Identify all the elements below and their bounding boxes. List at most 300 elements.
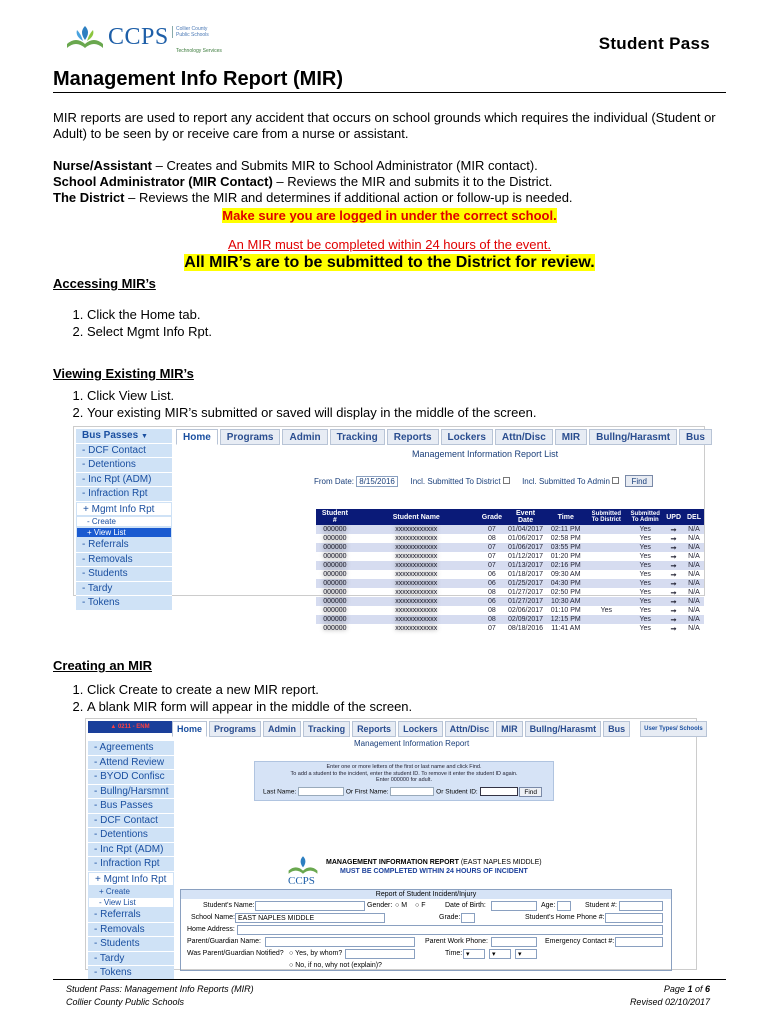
from-date-label: From Date: — [314, 477, 355, 486]
school-selector[interactable] — [88, 721, 172, 733]
update-arrow-icon[interactable]: ➞ — [663, 579, 684, 588]
first-name-input[interactable] — [390, 787, 434, 796]
or-label: Or — [436, 788, 444, 796]
gender-m-radio[interactable]: ○ M — [395, 902, 408, 909]
sidebar-item-create[interactable]: + Create — [88, 886, 174, 897]
user-types-button[interactable]: User Types/ Schools — [640, 721, 707, 737]
step-item: 2. A blank MIR form will appear in the middle of the screen. — [87, 698, 723, 715]
last-name-input[interactable] — [298, 787, 344, 796]
chevron-down-icon: ▼ — [140, 433, 148, 440]
delete-cell: N/A — [688, 571, 700, 578]
update-arrow-icon[interactable]: ➞ — [663, 597, 684, 606]
delete-cell: N/A — [684, 597, 704, 606]
submitted-district-cell — [585, 534, 627, 543]
time-cell: 12:15 PM — [546, 615, 585, 624]
mir-list-table — [316, 509, 704, 633]
student-number-cell: 000000 — [323, 589, 347, 596]
delete-cell: N/A — [684, 543, 704, 552]
ccps-form-logo-icon — [286, 853, 320, 877]
sidebar-menu-2 — [88, 741, 174, 981]
sidebar-menu — [76, 429, 172, 611]
event-date-cell: 01/06/2017 — [508, 535, 544, 542]
delete-cell: N/A — [688, 607, 700, 614]
tab-tracking[interactable]: Tracking — [303, 721, 350, 737]
incident-form — [180, 889, 672, 971]
page-total: 6 — [704, 984, 710, 994]
student-number-cell: 000000 — [316, 543, 354, 552]
home-address-label: Home Address: — [187, 926, 235, 933]
district-notice-text: All MIR’s are to be submitted to the District for review. — [184, 254, 595, 271]
intro-paragraph: MIR reports are used to report any accident that occurs on school grounds which requires the individual (Student or Adult) to be seen by or receive care from a nurse or assistant. — [53, 110, 716, 141]
form-warning: MUST BE COMPLETED WITHIN 24 HOURS OF INCIDENT — [340, 868, 528, 875]
student-number-label: Student #: — [585, 902, 617, 909]
grade-cell: 06 — [488, 571, 496, 578]
submitted-admin-cell: Yes — [627, 615, 663, 624]
logo-text: CCPS — [108, 24, 169, 50]
step-item: 1. Click View List. — [87, 387, 723, 404]
sidebar-item-tardy[interactable]: - Tardy — [88, 952, 174, 967]
page-title: Management Info Report (MIR) — [53, 68, 343, 90]
update-arrow-icon[interactable]: ➞ — [670, 571, 677, 579]
student-number-cell: 000000 — [316, 597, 354, 606]
tab-admin[interactable]: Admin — [263, 721, 301, 737]
page-prefix: Page — [663, 984, 688, 994]
tab-lockers[interactable]: Lockers — [441, 429, 493, 445]
tab-home[interactable]: Home — [176, 429, 218, 445]
time-cell: 02:50 PM — [550, 589, 581, 596]
role-district — [53, 190, 723, 206]
update-arrow-icon[interactable]: ➞ — [663, 525, 684, 534]
grade-cell: 06 — [479, 597, 505, 606]
district-notice — [53, 254, 726, 272]
submitted-admin-cell: Yes — [627, 525, 663, 534]
time-cell: 09:30 AM — [550, 571, 581, 578]
main-tabs — [176, 429, 712, 445]
submitted-district-cell: Yes — [600, 607, 613, 614]
age-input[interactable] — [557, 901, 571, 911]
tab-bus[interactable]: Bus — [603, 721, 630, 737]
sidebar-item-detentions[interactable]: - Detentions — [76, 458, 172, 473]
gender-f-radio[interactable]: ○ F — [415, 902, 426, 909]
incl-district-label: Incl. Submitted To District — [410, 477, 501, 486]
mir-list-body — [316, 525, 704, 633]
tab-lockers[interactable]: Lockers — [398, 721, 443, 737]
sidebar-item-create[interactable]: - Create — [76, 516, 172, 527]
page-of: of — [692, 984, 705, 994]
col-header: Student # — [316, 509, 354, 525]
time-cell: 01:20 PM — [550, 553, 581, 560]
student-name-cell: xxxxxxxxxxxx — [354, 597, 479, 606]
tab-programs[interactable]: Programs — [220, 429, 281, 445]
sidebar-item-mgmt-info[interactable]: + Mgmt Info Rpt — [76, 502, 172, 517]
grade-cell: 07 — [488, 625, 496, 632]
student-name-cell: xxxxxxxxxxxx — [395, 625, 438, 632]
tab-home[interactable]: Home — [172, 721, 207, 737]
sidebar-label: Bus Passes — [82, 430, 139, 441]
table-row[interactable] — [316, 570, 704, 579]
submitted-district-cell — [585, 588, 627, 597]
sidebar-item-referrals[interactable]: - Referrals — [88, 908, 174, 923]
time-cell: 02:16 PM — [546, 561, 585, 570]
instr-line: Enter one or more letters of the first or last name and click Find. — [326, 764, 482, 770]
grade-cell: 07 — [479, 543, 505, 552]
form-heading — [326, 859, 542, 866]
gender-label: Gender: — [367, 902, 393, 909]
sidebar-item-tardy[interactable]: - Tardy — [76, 582, 172, 597]
dob-input[interactable] — [491, 901, 537, 911]
form-school: (EAST NAPLES MIDDLE) — [460, 859, 542, 866]
update-arrow-icon[interactable]: ➞ — [663, 615, 684, 624]
delete-cell: N/A — [688, 625, 700, 632]
student-name-cell: xxxxxxxxxxxx — [354, 525, 479, 534]
footer-left — [66, 983, 254, 1009]
event-date-cell: 08/18/2016 — [508, 625, 544, 632]
submitted-admin-cell: Yes — [627, 597, 663, 606]
role-desc: – Creates and Submits MIR to School Administrator (MIR contact). — [151, 158, 538, 173]
student-number-cell: 000000 — [316, 579, 354, 588]
col-header: Submitted To District — [585, 509, 627, 525]
table-row[interactable] — [316, 588, 704, 597]
sidebar-item-students[interactable]: - Students — [76, 567, 172, 582]
time-cell: 10:30 AM — [546, 597, 585, 606]
submitted-district-cell — [585, 561, 627, 570]
sidebar-item-infraction[interactable]: - Infraction Rpt — [76, 487, 172, 502]
notified-by-input[interactable] — [345, 949, 415, 959]
event-date-cell: 01/27/2017 — [505, 597, 546, 606]
form-page-title: Management Information Report — [354, 739, 470, 748]
from-date-input[interactable]: 8/15/2016 — [356, 476, 398, 487]
tab-tracking[interactable]: Tracking — [330, 429, 385, 445]
incl-admin-checkbox[interactable] — [612, 477, 619, 484]
delete-cell: N/A — [688, 553, 700, 560]
update-arrow-icon[interactable]: ➞ — [670, 625, 677, 633]
submitted-district-cell — [585, 525, 627, 534]
submitted-admin-cell: Yes — [627, 561, 663, 570]
logo-sub-line-2: Public Schools — [176, 32, 209, 38]
submitted-admin-cell: Yes — [639, 553, 651, 560]
delete-cell: N/A — [688, 535, 700, 542]
sidebar-item-referrals[interactable]: - Referrals — [76, 538, 172, 553]
sidebar-item-inc-rpt[interactable]: - Inc Rpt (ADM) — [88, 843, 174, 858]
table-row[interactable] — [316, 606, 704, 615]
submitted-district-cell — [585, 543, 627, 552]
logo-subtitle — [172, 26, 209, 38]
sidebar-item-view-list[interactable]: + View List — [76, 527, 172, 538]
grade-cell: 07 — [488, 553, 496, 560]
grade-label: Grade: — [439, 914, 461, 921]
submitted-district-cell — [585, 624, 627, 633]
role-admin — [53, 174, 723, 190]
school-name-label: School Name: — [191, 914, 235, 921]
dob-label: Date of Birth: — [445, 902, 486, 909]
sidebar-item-attend-review[interactable]: - Attend Review — [88, 756, 174, 771]
sidebar-item-detentions[interactable]: - Detentions — [88, 828, 174, 843]
delete-cell: N/A — [688, 589, 700, 596]
find-button[interactable]: Find — [625, 475, 653, 487]
table-row[interactable] — [316, 624, 704, 633]
tab-admin[interactable]: Admin — [282, 429, 327, 445]
tab-attn-disc[interactable]: Attn/Disc — [445, 721, 495, 737]
book-logo-icon — [64, 22, 106, 52]
find-button[interactable]: Find — [519, 787, 542, 797]
submitted-admin-cell: Yes — [639, 535, 651, 542]
role-nurse — [53, 158, 723, 174]
home-address-input[interactable] — [237, 925, 663, 935]
sidebar-item-students[interactable]: - Students — [88, 937, 174, 952]
sidebar-item-bullying[interactable]: - Bullng/Harsmnt — [88, 785, 174, 800]
event-date-cell: 02/09/2017 — [505, 615, 546, 624]
emergency-contact-input[interactable] — [615, 937, 663, 947]
table-row[interactable] — [316, 597, 704, 606]
student-id-label: Student ID: — [445, 788, 478, 796]
submitted-admin-cell: Yes — [627, 543, 663, 552]
emergency-contact-label: Emergency Contact #: — [545, 938, 615, 945]
revised-date: Revised 02/10/2017 — [629, 997, 710, 1007]
submitted-district-cell — [585, 552, 627, 561]
student-number-cell: 000000 — [316, 525, 354, 534]
student-name-cell: xxxxxxxxxxxx — [395, 589, 438, 596]
delete-cell: N/A — [684, 525, 704, 534]
last-name-label: Last Name: — [263, 788, 297, 796]
submitted-admin-cell: Yes — [639, 625, 651, 632]
tab-attn-disc[interactable]: Attn/Disc — [495, 429, 553, 445]
sidebar-item-agreements[interactable]: - Agreements — [88, 741, 174, 756]
viewing-steps — [53, 387, 723, 421]
title-divider — [53, 92, 726, 93]
creating-heading: Creating an MIR — [53, 658, 152, 673]
col-header: DEL — [684, 509, 704, 525]
grade-cell: 07 — [479, 525, 505, 534]
student-number-cell: 000000 — [323, 571, 347, 578]
sidebar-item-view-list[interactable]: - View List — [88, 897, 174, 908]
student-name-cell: xxxxxxxxxxxx — [395, 553, 438, 560]
student-number-input[interactable] — [619, 901, 663, 911]
sidebar-item-dcf[interactable]: - DCF Contact — [88, 814, 174, 829]
view-list-screenshot — [73, 426, 705, 633]
grade-cell: 06 — [479, 579, 505, 588]
event-date-cell: 01/12/2017 — [508, 553, 544, 560]
sidebar-item-dcf[interactable]: - DCF Contact — [76, 444, 172, 459]
sidebar-item-mgmt-info[interactable]: + Mgmt Info Rpt — [88, 872, 174, 887]
table-row[interactable] — [316, 579, 704, 588]
update-arrow-icon[interactable]: ➞ — [663, 561, 684, 570]
update-arrow-icon[interactable]: ➞ — [670, 535, 677, 543]
role-term: School Administrator (MIR Contact) — [53, 174, 273, 189]
gender-m-label: M — [401, 902, 408, 909]
incl-admin-label: Incl. Submitted To Admin — [522, 477, 610, 486]
time-cell: 02:58 PM — [550, 535, 581, 542]
create-mir-screenshot — [85, 718, 703, 978]
student-number-cell: 000000 — [316, 561, 354, 570]
tab-bullying[interactable]: Bullng/Harasmt — [525, 721, 602, 737]
tab-mir[interactable]: MIR — [496, 721, 523, 737]
step-item: 1. Click the Home tab. — [87, 306, 723, 323]
filter-bar — [314, 475, 653, 487]
delete-cell: N/A — [684, 615, 704, 624]
sidebar-item-infraction[interactable]: - Infraction Rpt — [88, 857, 174, 872]
time-label: Time: — [445, 950, 463, 957]
table-row[interactable] — [316, 552, 704, 561]
no-why-radio[interactable]: ○ No, if no, why not (explain)? — [289, 962, 382, 969]
footer-org: Collier County Public Schools — [66, 997, 185, 1007]
role-desc: – Reviews the MIR and determines if additional action or follow-up is needed. — [124, 190, 573, 205]
notified-label: Was Parent/Guardian Notified? — [187, 950, 284, 957]
form-section-title: Report of Student Incident/Injury — [181, 890, 671, 899]
time-minute-select[interactable]: ▾ — [489, 949, 511, 959]
logo-sub-line-1: Collier County — [176, 26, 208, 32]
or-label: Or — [345, 788, 354, 796]
sidebar-item-removals[interactable]: - Removals — [88, 923, 174, 938]
student-search-panel — [254, 761, 554, 801]
student-name-cell: xxxxxxxxxxxx — [395, 571, 438, 578]
col-header: UPD — [663, 509, 684, 525]
grade-cell: 08 — [488, 535, 496, 542]
delete-cell: N/A — [684, 561, 704, 570]
col-header: Submitted To Admin — [627, 509, 663, 525]
tab-reports[interactable]: Reports — [352, 721, 396, 737]
event-date-cell: 01/13/2017 — [505, 561, 546, 570]
role-desc: – Reviews the MIR and submits it to the District. — [272, 174, 553, 189]
viewing-heading: Viewing Existing MIR’s — [53, 366, 194, 381]
parent-name-label: Parent/Guardian Name: — [187, 938, 261, 945]
step-item: 2. Your existing MIR’s submitted or saved will display in the middle of the screen. — [87, 404, 723, 421]
student-number-cell: 000000 — [323, 625, 347, 632]
col-header: Student Name — [354, 509, 479, 525]
student-number-cell: 000000 — [323, 607, 347, 614]
grade-cell: 08 — [488, 607, 496, 614]
login-notice — [53, 208, 726, 224]
student-name-cell: xxxxxxxxxxxx — [354, 615, 479, 624]
table-row[interactable] — [316, 615, 704, 624]
step-item: 2. Select Mgmt Info Rpt. — [87, 323, 723, 340]
form-logo-text: CCPS — [288, 875, 315, 887]
incl-district-checkbox[interactable] — [503, 477, 510, 484]
student-name-cell: xxxxxxxxxxxx — [354, 561, 479, 570]
student-id-input[interactable] — [480, 787, 518, 796]
header-title: Student Pass — [598, 34, 710, 53]
table-row[interactable] — [316, 534, 704, 543]
student-name-cell: xxxxxxxxxxxx — [354, 543, 479, 552]
page-number — [630, 983, 710, 996]
submitted-admin-cell: Yes — [627, 579, 663, 588]
main-tabs-2 — [172, 721, 707, 737]
tab-mir[interactable]: MIR — [555, 429, 587, 445]
list-title: Management Information Report List — [412, 449, 559, 459]
submitted-district-cell — [585, 597, 627, 606]
login-notice-text: Make sure you are logged in under the correct school. — [222, 208, 557, 223]
student-name-label: Student's Name: — [203, 902, 255, 909]
sidebar-item-tokens[interactable]: - Tokens — [76, 596, 172, 611]
update-arrow-icon[interactable]: ➞ — [670, 607, 677, 615]
role-term: Nurse/Assistant — [53, 158, 152, 173]
event-date-cell: 01/18/2017 — [508, 571, 544, 578]
footer-right — [630, 983, 710, 1009]
submitted-district-cell — [585, 615, 627, 624]
col-header: Grade — [479, 509, 505, 525]
footer-divider — [53, 979, 726, 980]
accessing-heading: Accessing MIR’s — [53, 276, 156, 291]
sidebar-item-inc-rpt[interactable]: - Inc Rpt (ADM) — [76, 473, 172, 488]
update-arrow-icon[interactable]: ➞ — [663, 543, 684, 552]
student-name-cell: xxxxxxxxxxxx — [395, 607, 438, 614]
time-cell: 11:41 AM — [551, 625, 581, 632]
submitted-district-cell — [585, 579, 627, 588]
student-number-cell: 000000 — [316, 615, 354, 624]
table-row[interactable] — [316, 543, 704, 552]
creating-steps — [53, 681, 723, 715]
submitted-admin-cell: Yes — [639, 589, 651, 596]
event-date-cell: 02/06/2017 — [508, 607, 544, 614]
first-name-label: First Name: — [354, 788, 389, 796]
search-instructions — [255, 762, 553, 784]
sidebar-item-removals[interactable]: - Removals — [76, 553, 172, 568]
update-arrow-icon[interactable]: ➞ — [670, 589, 677, 597]
table-row[interactable] — [316, 561, 704, 570]
grade-cell: 07 — [479, 561, 505, 570]
student-name-cell: xxxxxxxxxxxx — [354, 579, 479, 588]
grade-cell: 08 — [488, 589, 496, 596]
time-cell: 04:30 PM — [546, 579, 585, 588]
tab-bullying[interactable]: Bullng/Harasmt — [589, 429, 677, 445]
table-row[interactable] — [316, 525, 704, 534]
step-item: 1. Click Create to create a new MIR report. — [87, 681, 723, 698]
home-phone-label: Student's Home Phone #: — [525, 914, 605, 921]
student-number-cell: 000000 — [323, 535, 347, 542]
age-label: Age: — [541, 902, 556, 909]
col-header: Event Date — [505, 509, 546, 525]
grade-input[interactable] — [461, 913, 475, 923]
page-current: 1 — [687, 984, 693, 994]
roles-list — [53, 158, 723, 206]
student-name-cell: xxxxxxxxxxxx — [395, 535, 438, 542]
deadline-notice: An MIR must be completed within 24 hours of the event. — [227, 237, 551, 252]
caret-up-icon: ▲ — [110, 724, 118, 730]
delete-cell: N/A — [684, 579, 704, 588]
sidebar-item-bus-passes[interactable] — [76, 429, 172, 444]
event-date-cell: 01/25/2017 — [505, 579, 546, 588]
sidebar-item-tokens[interactable]: - Tokens — [88, 966, 174, 981]
student-name-input[interactable] — [255, 901, 365, 911]
gender-f-label: F — [421, 902, 426, 909]
tab-reports[interactable]: Reports — [387, 429, 439, 445]
time-cell: 03:55 PM — [546, 543, 585, 552]
yes-whom-radio[interactable]: ○ Yes, by whom? — [289, 950, 343, 957]
form-title: MANAGEMENT INFORMATION REPORT — [326, 859, 459, 866]
yes-whom-label: Yes, by whom? — [295, 950, 343, 957]
time-cell: 01:10 PM — [550, 607, 581, 614]
footer-doc-title: Student Pass: Management Info Reports (MIR) — [66, 984, 254, 994]
work-phone-input[interactable] — [491, 937, 537, 947]
submitted-admin-cell: Yes — [639, 607, 651, 614]
time-cell: 02:11 PM — [546, 525, 585, 534]
work-phone-label: Parent Work Phone: — [425, 938, 488, 945]
role-term: The District — [53, 190, 125, 205]
time-ampm-select[interactable]: ▾ — [515, 949, 537, 959]
sidebar-item-byod[interactable]: - BYOD Confisc — [88, 770, 174, 785]
home-phone-input[interactable] — [605, 913, 663, 923]
tab-bus[interactable]: Bus — [679, 429, 712, 445]
sidebar-item-bus-passes[interactable]: - Bus Passes — [88, 799, 174, 814]
event-date-cell: 01/06/2017 — [505, 543, 546, 552]
submitted-admin-cell: Yes — [639, 571, 651, 578]
instr-line: Enter 000000 for adult. — [376, 777, 432, 783]
tab-programs[interactable]: Programs — [209, 721, 261, 737]
ccps-logo — [64, 20, 224, 56]
school-name-input[interactable]: EAST NAPLES MIDDLE — [235, 913, 385, 923]
time-hour-select[interactable]: ▾ — [463, 949, 485, 959]
update-arrow-icon[interactable]: ➞ — [670, 553, 677, 561]
parent-name-input[interactable] — [265, 937, 415, 947]
